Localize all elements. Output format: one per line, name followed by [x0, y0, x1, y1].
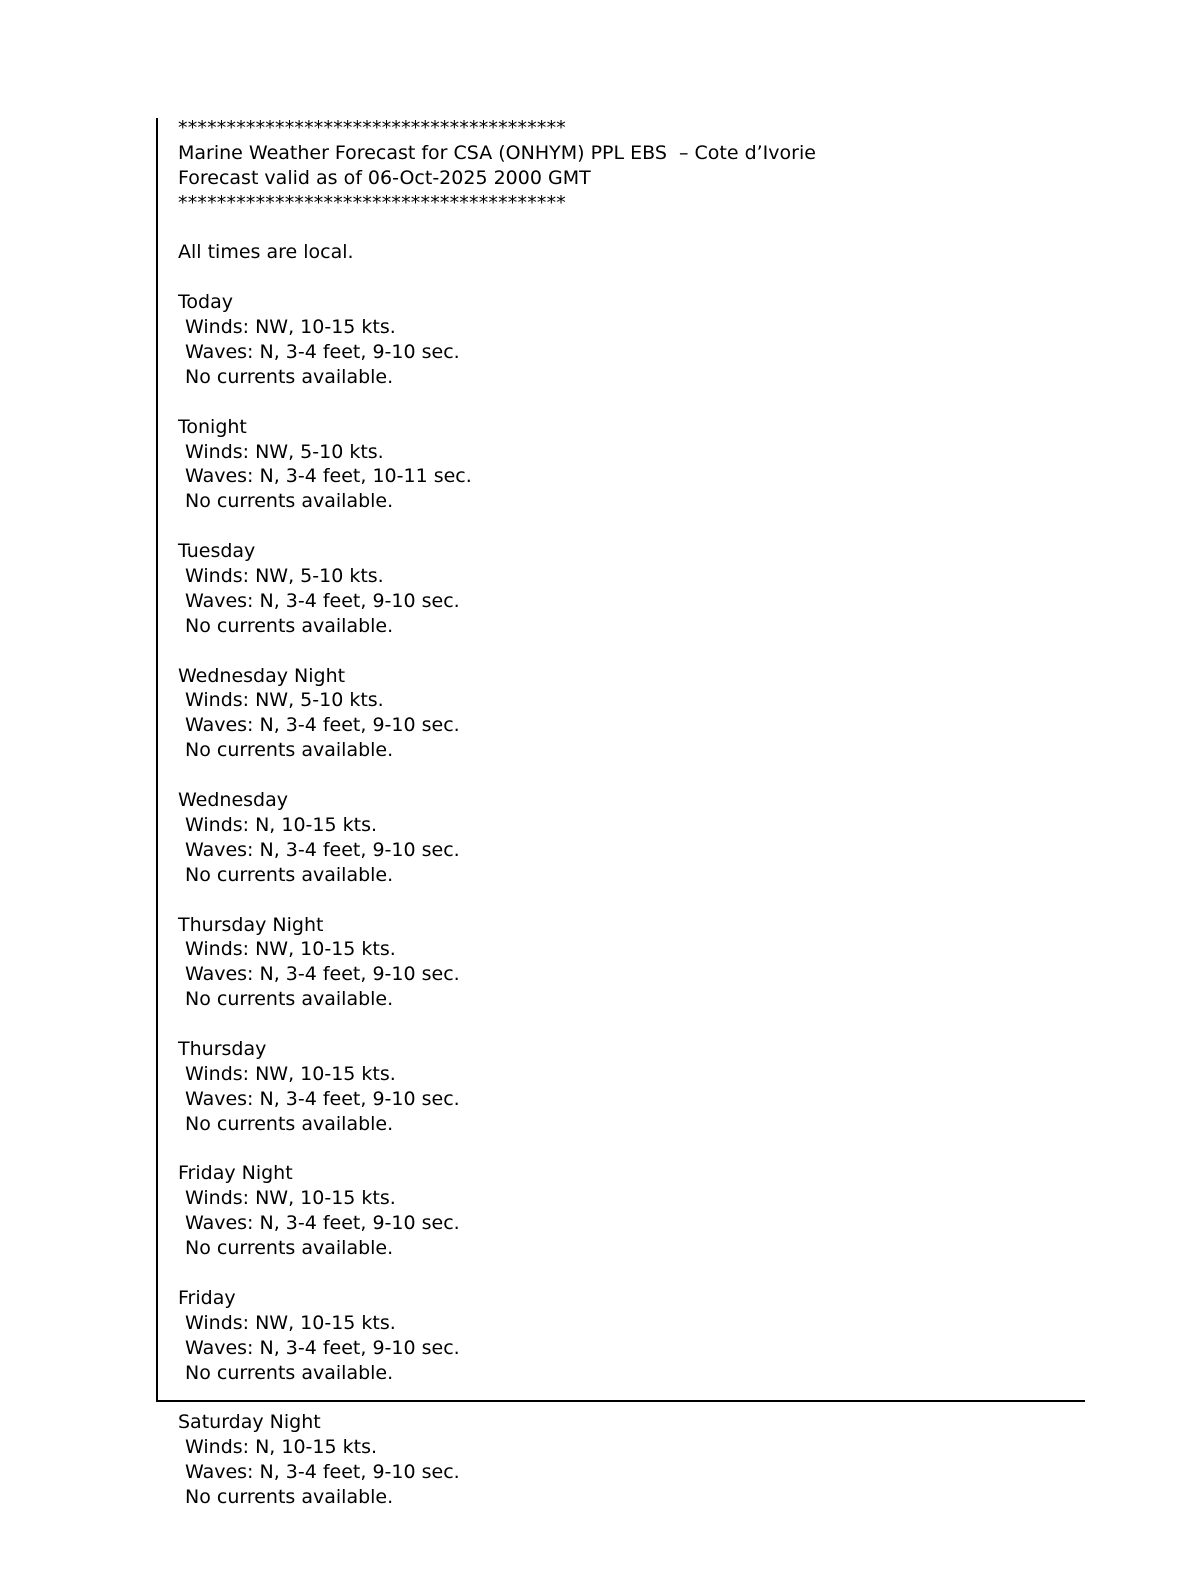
currents-line: No currents available. [185, 1237, 394, 1260]
currents-line: No currents available. [185, 1361, 394, 1384]
winds-line: Winds: NW, 10-15 kts. [185, 938, 396, 961]
winds-line: Winds: N, 10-15 kts. [185, 813, 378, 836]
forecast-text-block [178, 116, 1138, 1535]
section-heading: Saturday Night [178, 1411, 321, 1434]
waves-line: Waves: N, 3-4 feet, 9-10 sec. [185, 589, 460, 612]
waves-line: Waves: N, 3-4 feet, 9-10 sec. [185, 1336, 460, 1359]
waves-line: Waves: N, 3-4 feet, 9-10 sec. [185, 838, 460, 861]
forecast-section-tonight [178, 415, 1138, 515]
winds-line: Winds: NW, 10-15 kts. [185, 1311, 396, 1334]
forecast-section-thursday-night [178, 913, 1138, 1013]
waves-line: Waves: N, 3-4 feet, 9-10 sec. [185, 714, 460, 737]
currents-line: No currents available. [185, 739, 394, 762]
blank-line [178, 216, 1138, 241]
winds-line: Winds: N, 10-15 kts. [185, 1436, 378, 1459]
waves-line: Waves: N, 3-4 feet, 9-10 sec. [185, 1087, 460, 1110]
section-heading: Friday Night [178, 1162, 293, 1185]
section-heading: Thursday [178, 1037, 267, 1060]
section-heading: Tuesday [178, 540, 256, 563]
waves-line: Waves: N, 3-4 feet, 10-11 sec. [185, 465, 472, 488]
currents-line: No currents available. [185, 988, 394, 1011]
section-heading: Wednesday [178, 789, 289, 812]
section-heading: Thursday Night [178, 913, 324, 936]
forecast-section-wednesday-night [178, 664, 1138, 764]
winds-line: Winds: NW, 10-15 kts. [185, 316, 396, 339]
winds-line: Winds: NW, 10-15 kts. [185, 1062, 396, 1085]
section-heading: Wednesday Night [178, 664, 346, 687]
waves-line: Waves: N, 3-4 feet, 9-10 sec. [185, 341, 460, 364]
forecast-section-wednesday [178, 788, 1138, 888]
waves-line: Waves: N, 3-4 feet, 9-10 sec. [185, 1461, 460, 1484]
currents-line: No currents available. [185, 1112, 394, 1135]
left-border-line [156, 118, 158, 1402]
winds-line: Winds: NW, 5-10 kts. [185, 689, 384, 712]
document-title: Marine Weather Forecast for CSA (ONHYM) PPL EBS – Cote d’Ivorie [178, 141, 816, 164]
separator-top: **************************************** [178, 117, 566, 139]
currents-line: No currents available. [185, 863, 394, 886]
waves-line: Waves: N, 3-4 feet, 9-10 sec. [185, 963, 460, 986]
section-heading: Today [178, 291, 233, 314]
section-heading: Tonight [178, 415, 247, 438]
currents-line: No currents available. [185, 1485, 394, 1508]
forecast-section-thursday [178, 1037, 1138, 1137]
forecast-section-saturday-night [178, 1410, 1138, 1510]
currents-line: No currents available. [185, 490, 394, 513]
times-note: All times are local. [178, 241, 354, 264]
forecast-valid-line: Forecast valid as of 06-Oct-2025 2000 GMT [178, 166, 591, 189]
forecast-section-friday [178, 1286, 1138, 1386]
forecast-section-today [178, 290, 1138, 390]
section-heading: Friday [178, 1286, 236, 1309]
forecast-section-friday-night [178, 1161, 1138, 1261]
winds-line: Winds: NW, 5-10 kts. [185, 440, 384, 463]
winds-line: Winds: NW, 10-15 kts. [185, 1187, 396, 1210]
separator-bottom: **************************************** [178, 191, 566, 214]
blank-line [178, 265, 1138, 290]
forecast-section-tuesday [178, 539, 1138, 639]
currents-line: No currents available. [185, 365, 394, 388]
currents-line: No currents available. [185, 614, 394, 637]
waves-line: Waves: N, 3-4 feet, 9-10 sec. [185, 1212, 460, 1235]
winds-line: Winds: NW, 5-10 kts. [185, 565, 384, 588]
